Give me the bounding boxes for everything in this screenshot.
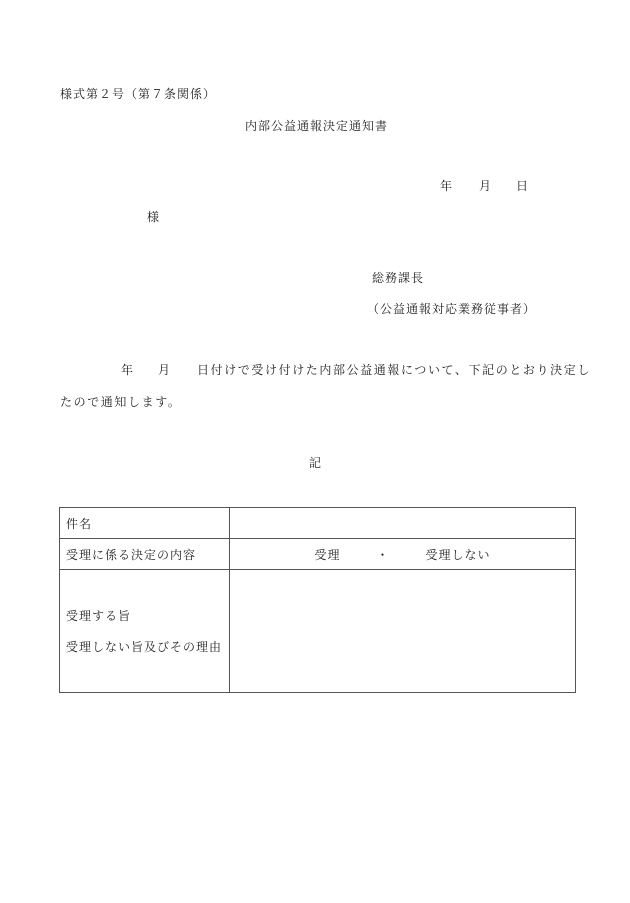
form-number: 様式第２号（第７条関係） — [60, 87, 217, 101]
option-accept: 受理 — [314, 547, 341, 562]
body-month: 月 — [158, 363, 172, 377]
body-line2: たので通知します。 — [60, 395, 182, 409]
decision-table — [59, 507, 576, 693]
reason-value — [230, 570, 576, 693]
date-year: 年 — [440, 179, 454, 193]
date-day: 日 — [516, 179, 530, 193]
reason-label-line2: 受理しない旨及びその理由 — [66, 640, 223, 654]
table-row-reason — [60, 570, 576, 693]
addressee-suffix: 様 — [147, 210, 161, 224]
document-title: 内部公益通報決定通知書 — [245, 119, 389, 133]
sender-role: （公益通報対応業務従事者） — [367, 302, 537, 316]
option-reject: 受理しない — [425, 547, 491, 562]
subject-label: 件名 — [60, 508, 230, 539]
reason-label — [60, 570, 230, 693]
decision-options — [230, 539, 576, 570]
table-row-decision — [60, 539, 576, 570]
ki-heading: 記 — [309, 456, 323, 470]
subject-value — [230, 508, 576, 539]
table-row-subject — [60, 508, 576, 539]
option-separator: ・ — [376, 547, 390, 562]
sender-position: 総務課長 — [372, 271, 425, 285]
body-year: 年 — [121, 363, 135, 377]
decision-label: 受理に係る決定の内容 — [60, 539, 230, 570]
date-month: 月 — [479, 179, 493, 193]
body-line1: 日付けで受け付けた内部公益通報について、下記のとおり決定し — [197, 363, 591, 377]
reason-label-line1: 受理する旨 — [66, 609, 132, 623]
